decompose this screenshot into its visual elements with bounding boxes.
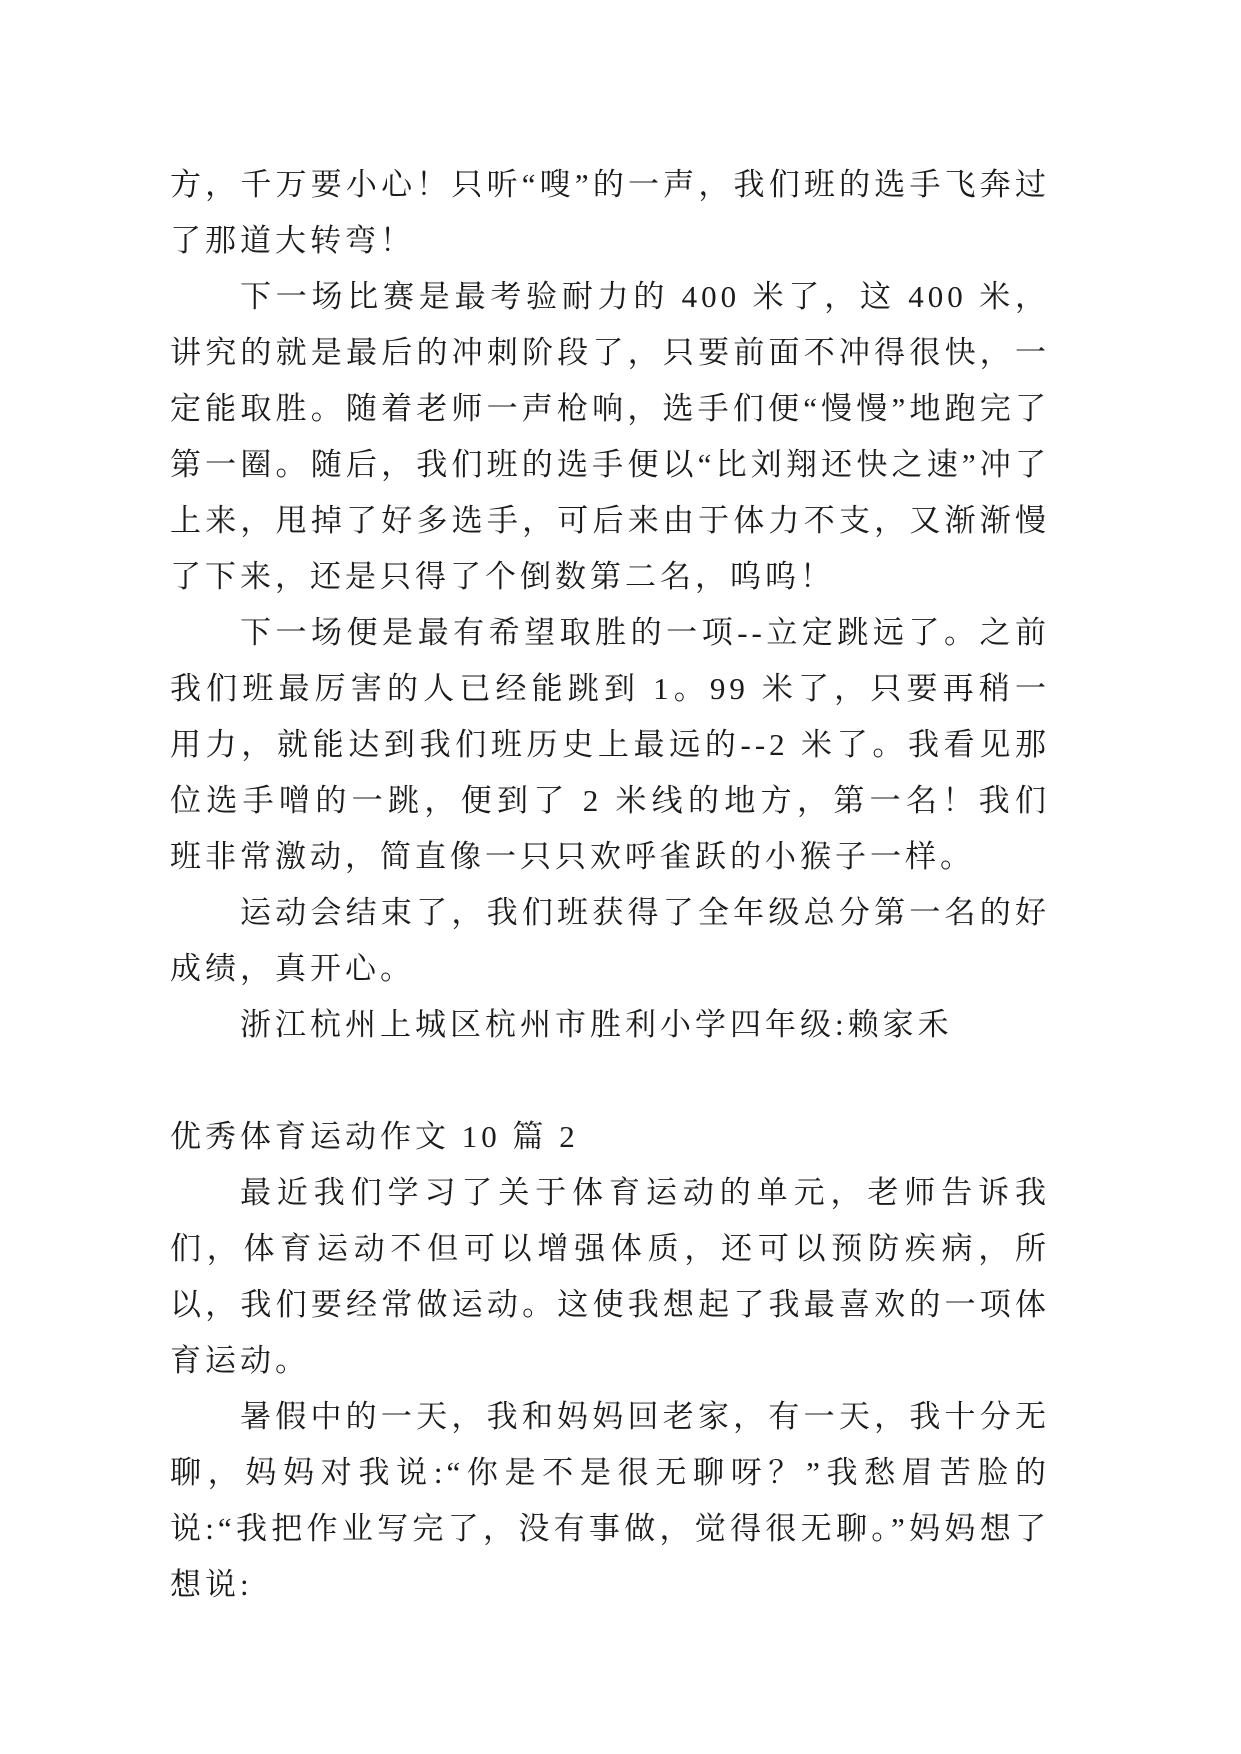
essay-paragraph: 下一场比赛是最考验耐力的 400 米了，这 400 米，讲究的就是最后的冲刺阶段了，只要前面不冲得很快，一定能取胜。随着老师一声枪响，选手们便“慢慢”地跑完了第一圈。随后，我们班的选手便以“比刘翔还快之速”冲了上来，甩掉了好多选手，可后来由于体力不支，又渐渐慢了下来，还是只得了个倒数第二名，呜呜！ [170, 279, 1050, 594]
section-heading-essay-2: 优秀体育运动作文 10 篇 2 [170, 1119, 579, 1154]
essay-paragraph: 下一场便是最有希望取胜的一项--立定跳远了。之前我们班最厉害的人已经能跳到 1。99 米了，只要再稍一用力，就能达到我们班历史上最远的--2 米了。我看见那位选手噌的一跳，便到了 2 米线的地方，第一名！我们班非常激动，简直像一只只欢呼雀跃的小猴子一样。 [170, 615, 1050, 874]
essay-paragraph: 暑假中的一天，我和妈妈回老家，有一天，我十分无聊，妈妈对我说:“你是不是很无聊呀？”我愁眉苦脸的说:“我把作业写完了，没有事做，觉得很无聊。”妈妈想了想说: [170, 1399, 1050, 1602]
essay-paragraph: 运动会结束了，我们班获得了全年级总分第一名的好成绩，真开心。 [170, 895, 1050, 986]
essay-paragraph: 最近我们学习了关于体育运动的单元，老师告诉我们，体育运动不但可以增强体质，还可以预防疾病，所以，我们要经常做运动。这使我想起了我最喜欢的一项体育运动。 [170, 1175, 1050, 1378]
author-signature: 浙江杭州上城区杭州市胜利小学四年级:赖家禾 [240, 1007, 953, 1042]
essay-paragraph-continuation: 方，千万要小心！只听“嗖”的一声，我们班的选手飞奔过了那道大转弯！ [170, 167, 1050, 258]
